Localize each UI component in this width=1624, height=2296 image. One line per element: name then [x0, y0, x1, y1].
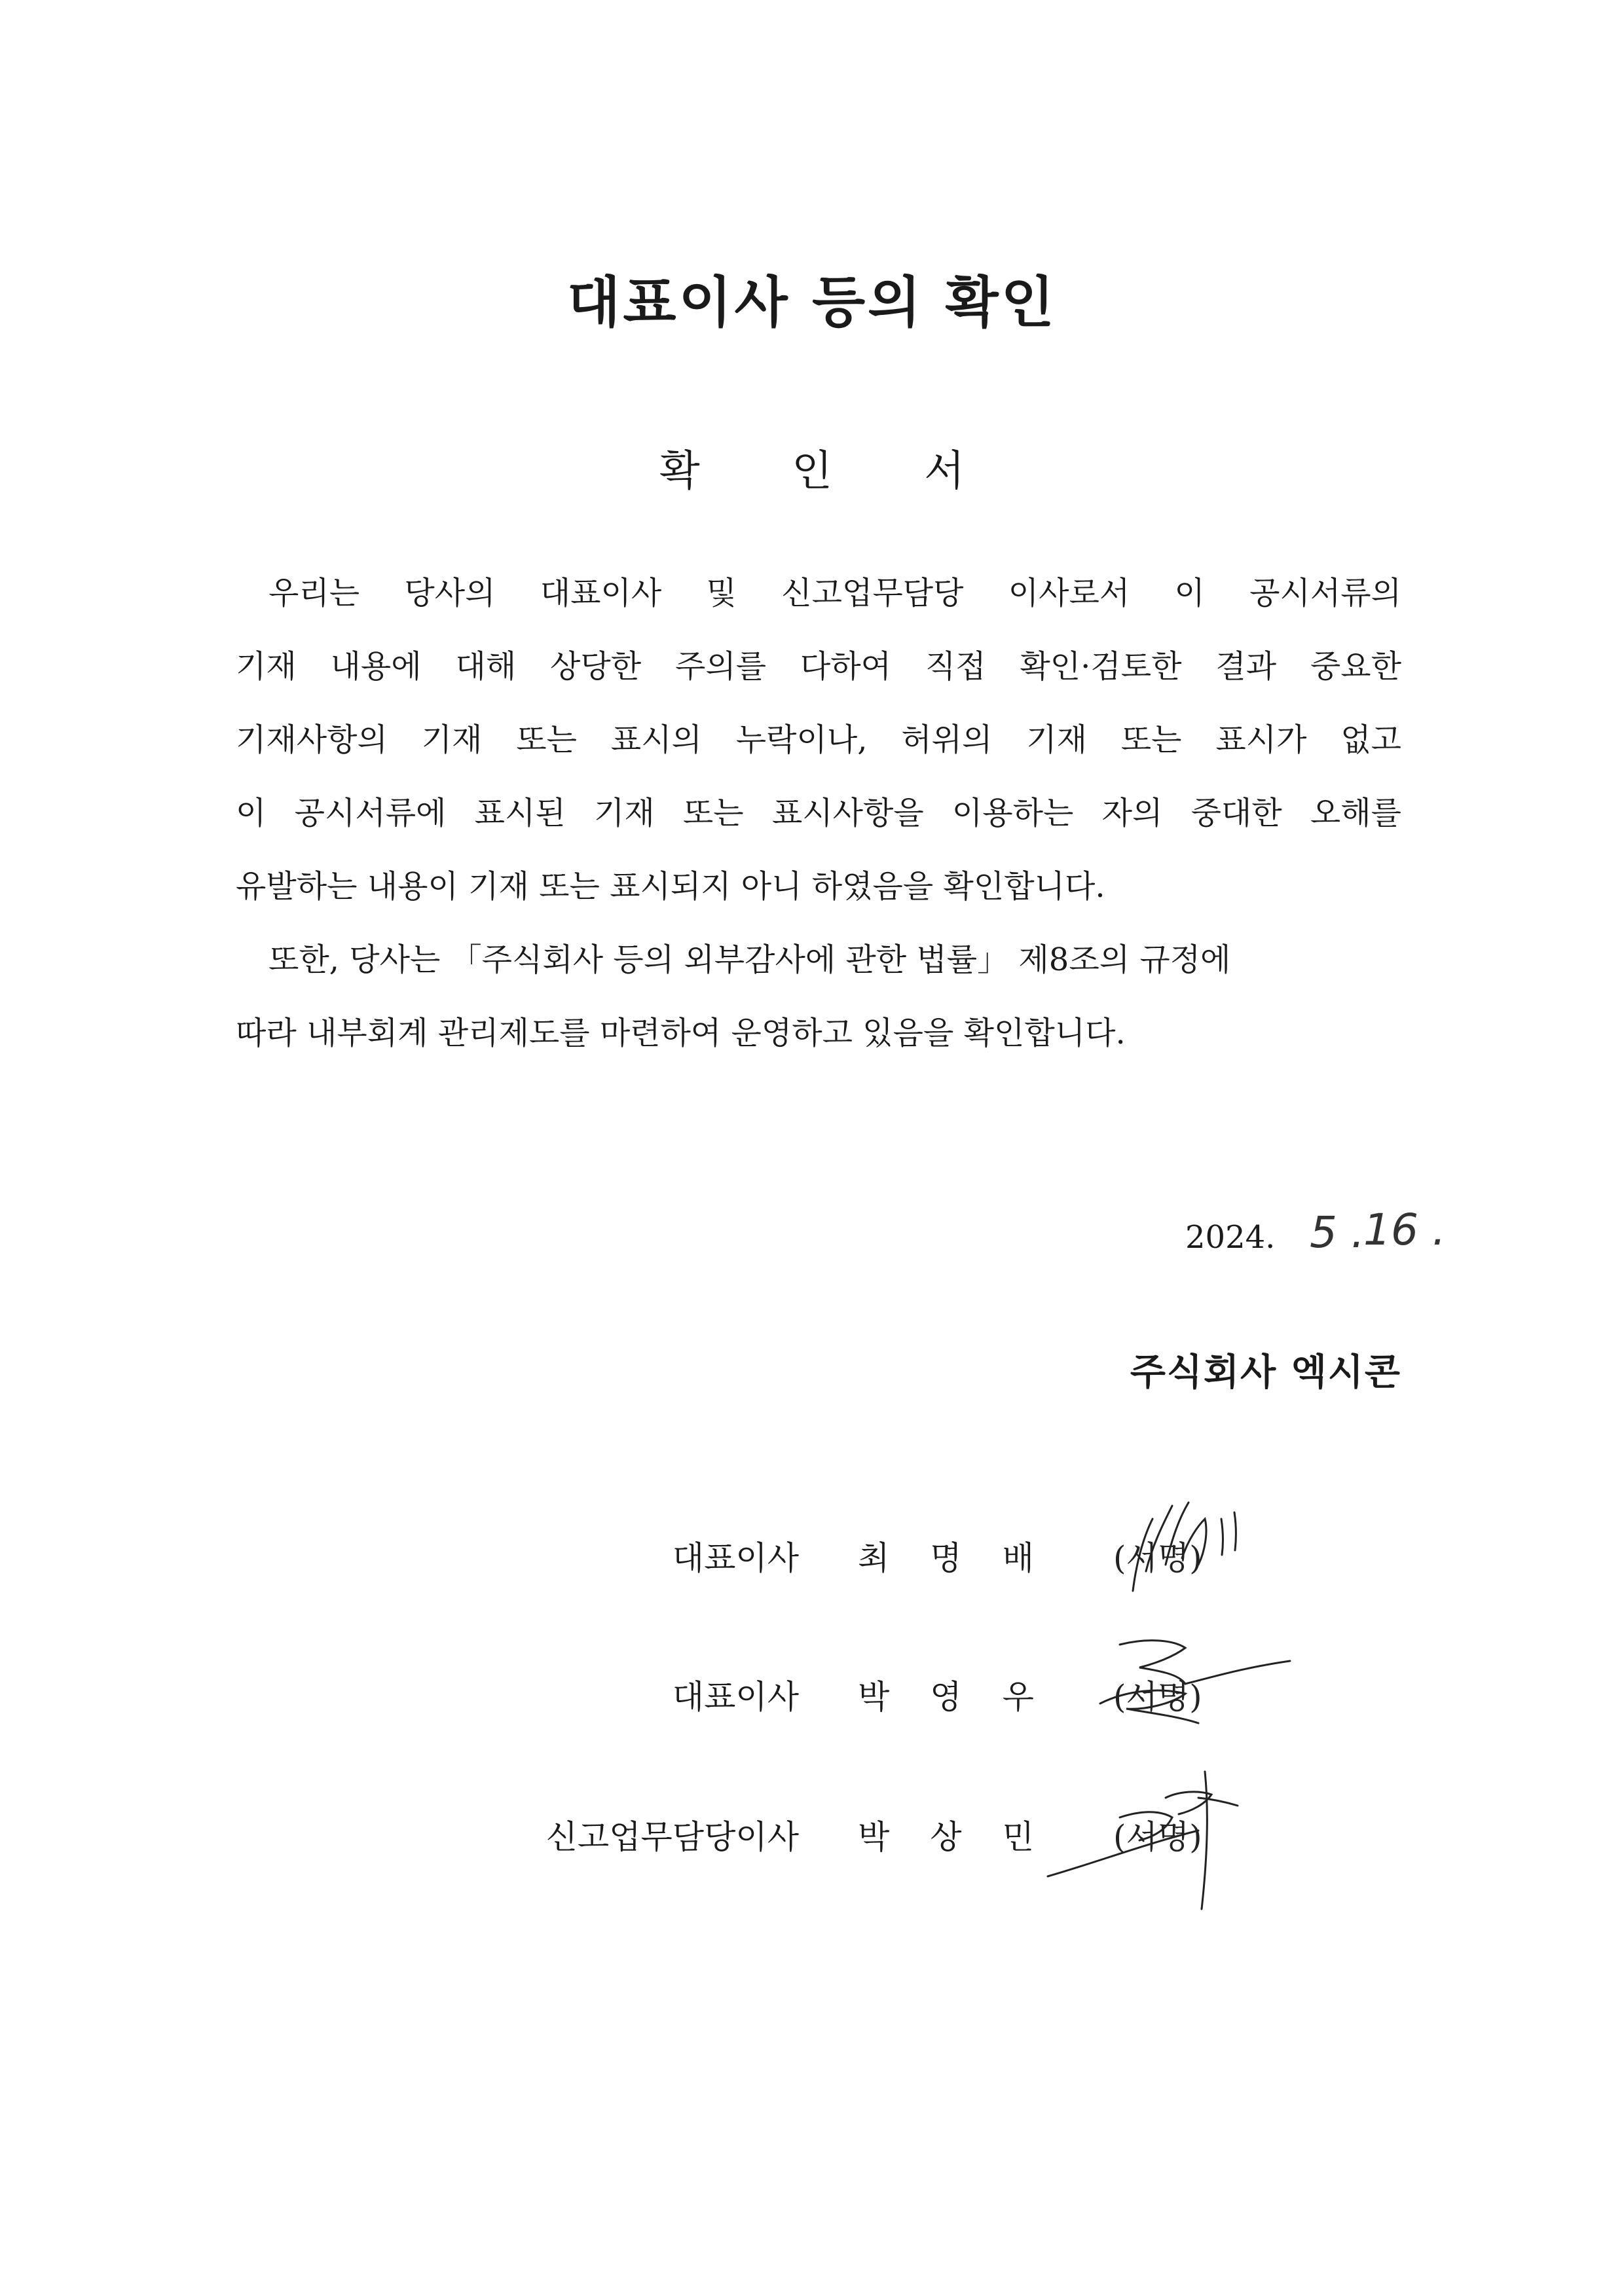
signatory-row-2: [0, 1645, 1624, 1736]
paragraph-line: 이 공시서류에 표시된 기재 또는 표시사항을 이용하는 자의 중대한 오해를: [236, 795, 1401, 831]
signatory-role: 대표이사: [672, 1678, 799, 1716]
handwritten-signature-2: [1074, 1631, 1310, 1743]
handwritten-signature-1: [1107, 1493, 1277, 1604]
signatory-role: 대표이사: [672, 1539, 799, 1577]
confirmation-paragraph-1: [236, 556, 1401, 923]
document-title: 대표이사 등의 확인: [567, 270, 1057, 335]
signatory-name: 박상민: [858, 1818, 1075, 1856]
document-subtitle: 확 인 서: [659, 447, 1005, 496]
date-handwritten-month: 5 .: [1310, 1207, 1365, 1258]
signatory-row-3: [0, 1785, 1624, 1876]
signatory-row-1: [0, 1506, 1624, 1597]
document-date: [1113, 1202, 1446, 1281]
paragraph-line: 기재 내용에 대해 상당한 주의를 다하여 직접 확인·검토한 결과 중요한: [236, 648, 1401, 685]
signature-label: (서명): [1113, 1818, 1202, 1856]
date-year: 2024.: [1185, 1219, 1276, 1256]
signatory-name: 최명배: [858, 1539, 1075, 1577]
signature-label: (서명): [1113, 1678, 1202, 1716]
signatory-role: 신고업무담당이사: [545, 1818, 799, 1856]
company-name: 주식회사 엑시콘: [1130, 1351, 1401, 1394]
paragraph-line: 우리는 당사의 대표이사 및 신고업무담당 이사로서 이 공시서류의: [268, 575, 1401, 611]
handwritten-signature-3: [1041, 1758, 1251, 1916]
paragraph-line: 또한, 당사는 「주식회사 등의 외부감사에 관한 법률」 제8조의 규정에: [268, 941, 1231, 978]
paragraph-line: 기재사항의 기재 또는 표시의 누락이나, 허위의 기재 또는 표시가 없고: [236, 721, 1401, 758]
signature-label: (서명): [1113, 1539, 1202, 1577]
signatory-name: 박영우: [858, 1678, 1075, 1716]
confirmation-paragraph-2: [236, 923, 1401, 1070]
paragraph-line: 유발하는 내용이 기재 또는 표시되지 아니 하였음을 확인합니다.: [236, 868, 1105, 905]
date-handwritten-day: 16 .: [1363, 1205, 1446, 1255]
paragraph-line: 따라 내부회계 관리제도를 마련하여 운영하고 있음을 확인합니다.: [236, 1015, 1126, 1051]
